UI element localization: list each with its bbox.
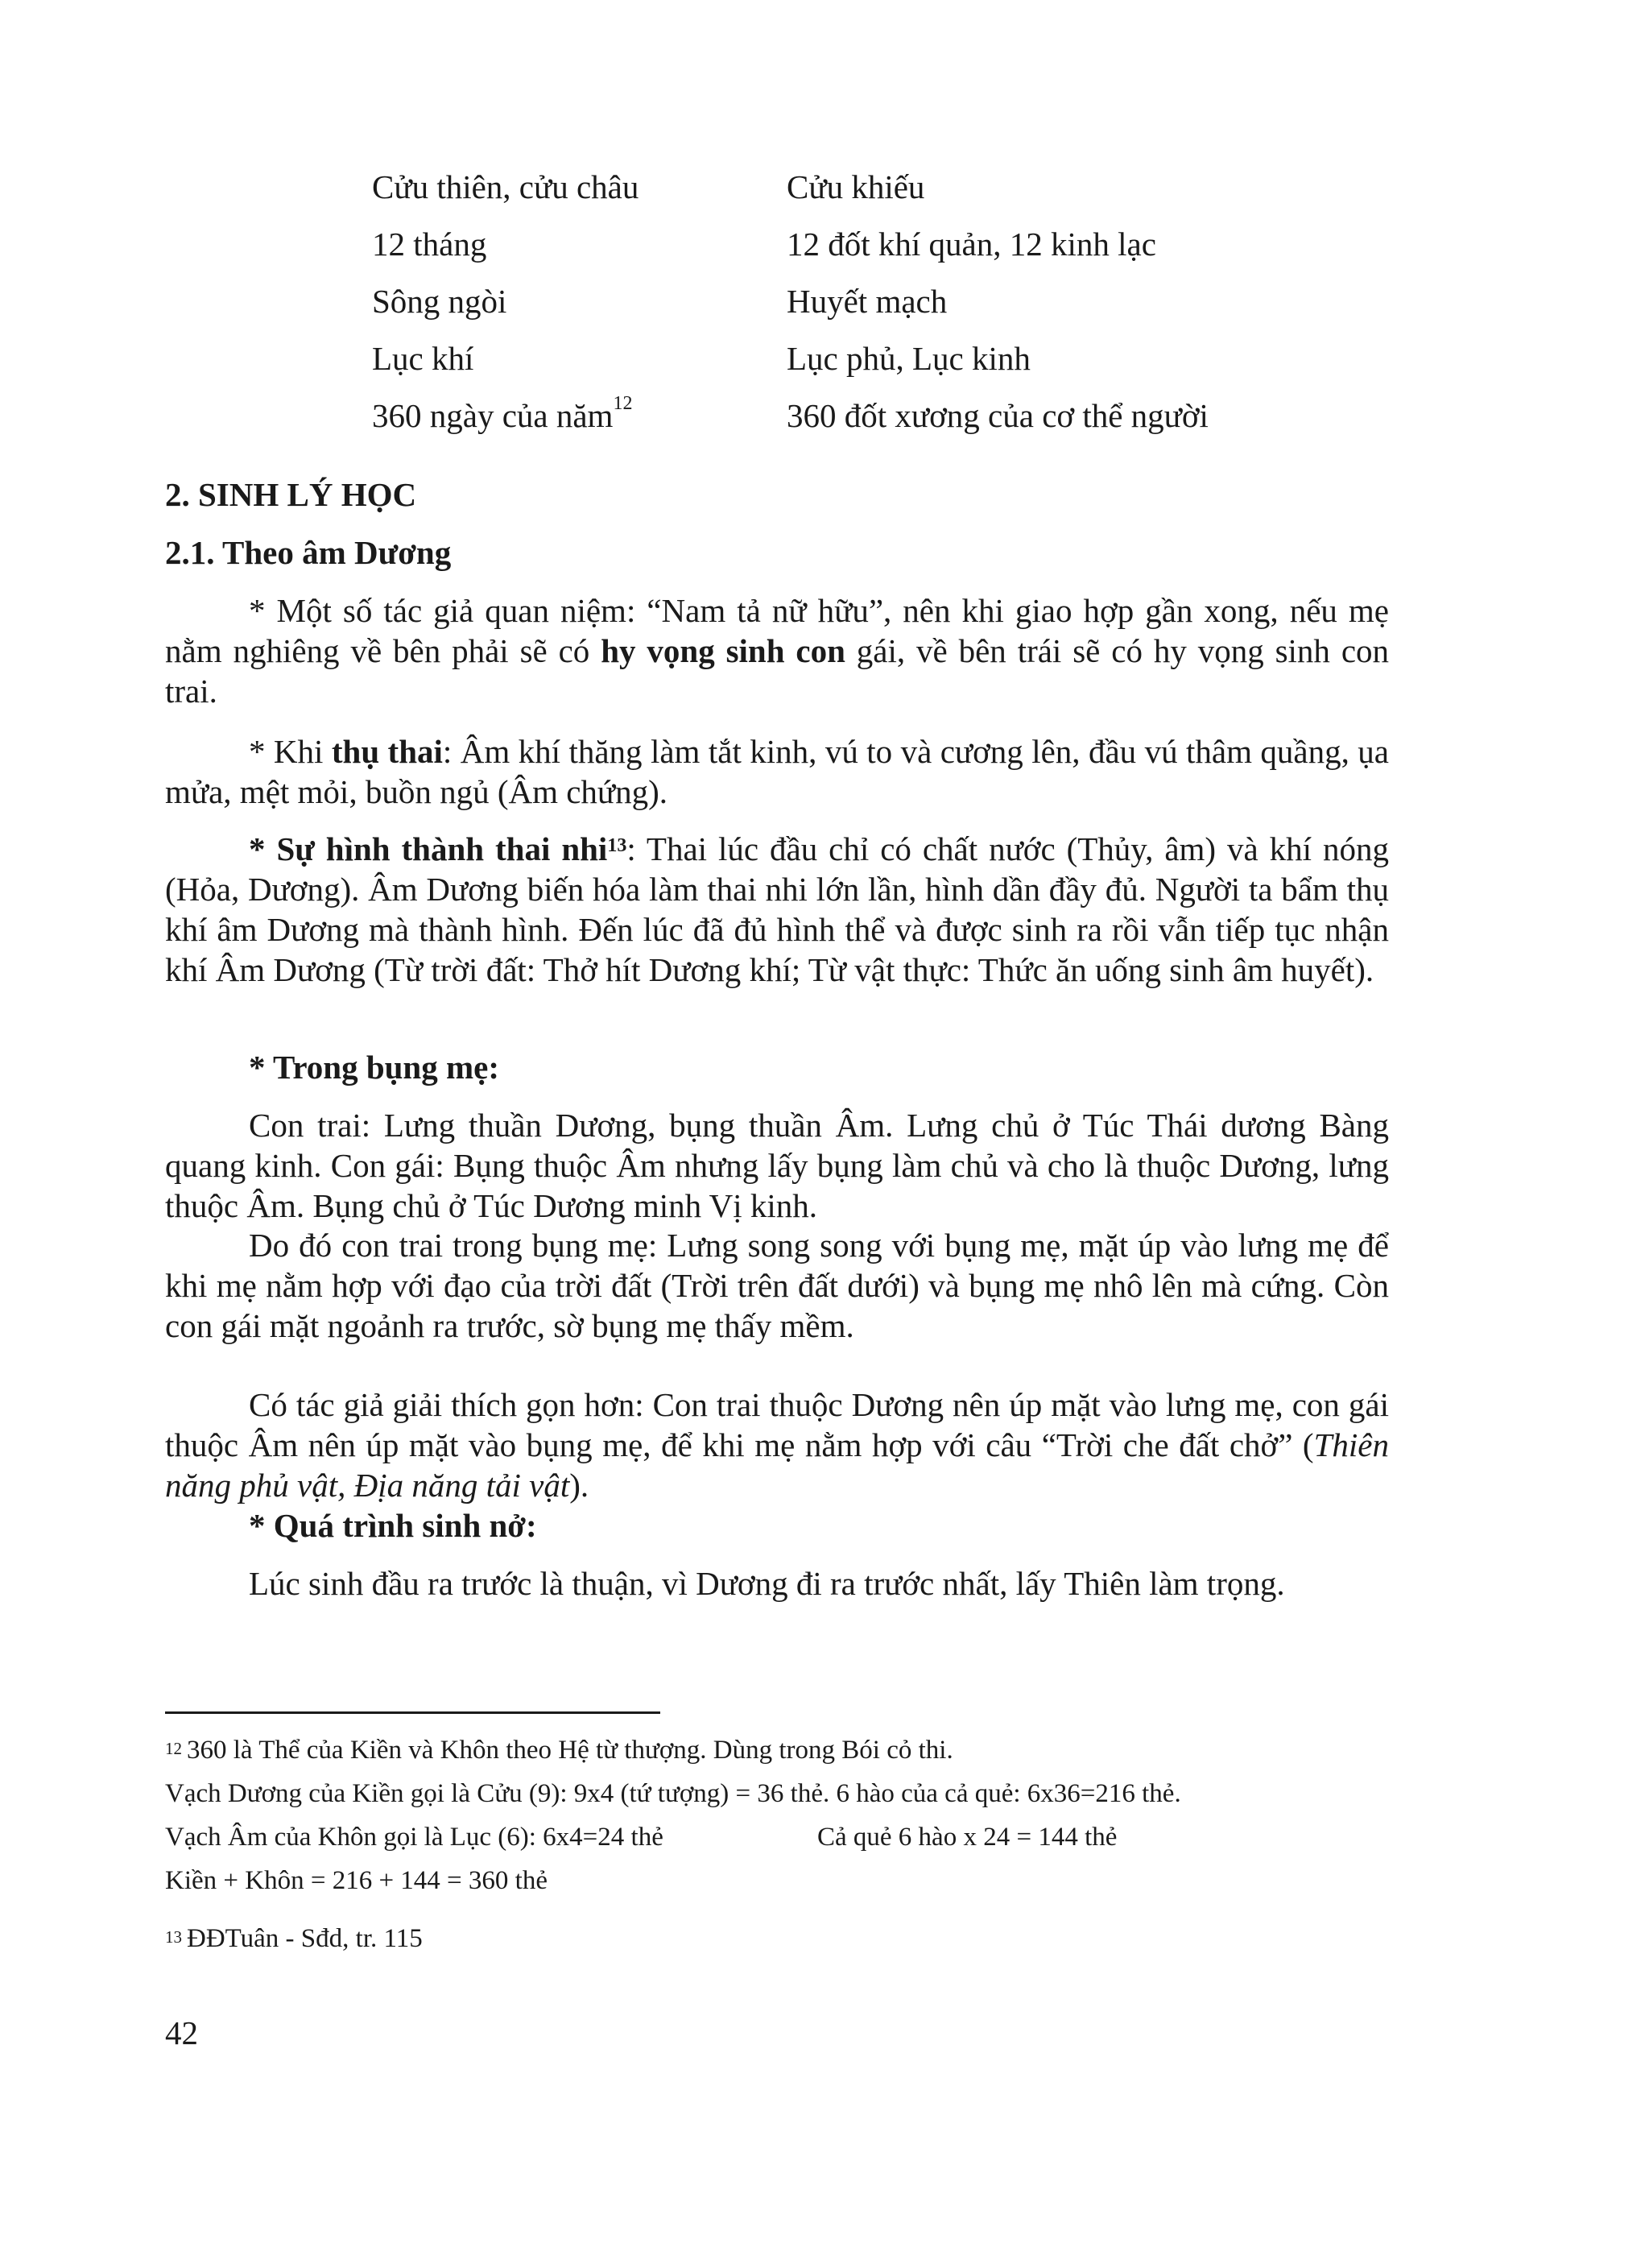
table-cell-right: 12 đốt khí quản, 12 kinh lạc xyxy=(787,225,1156,263)
text: Con trai: Lưng thuần Dương, bụng thuần Âm. Lưng chủ ở Túc Thái dương Bàng quang kinh. Con gái: Bụng thuộc Âm nhưng lấy bụng làm chủ và cho là thuộc Dương, lưng thuộc Âm. Bụng chủ ở Túc Dương minh Vị kinh. xyxy=(165,1107,1389,1224)
bold-text: * Sự hình thành thai nhi xyxy=(249,830,608,867)
paragraph xyxy=(165,1384,1389,1505)
table-row xyxy=(372,329,1419,387)
text: : Thai lúc đầu chỉ có chất nước (Thủy, âm) và khí nóng (Hỏa, Dương). Âm Dương biến hóa làm thai nhi lớn lần, hình dần đầy đủ. Người ta bẩm thụ khí âm Dương mà thành hình. Đến lúc đã đủ hình thể và được sinh ra rồi vẫn tiếp tục nhận khí Âm Dương (Từ trời đất: Thở hít Dương khí; Từ vật thực: Thức ăn uống sinh âm huyết). xyxy=(165,830,1389,988)
table-cell-right: Cửu khiếu xyxy=(787,168,925,205)
bold-text: * Trong bụng mẹ: xyxy=(249,1049,499,1086)
table-row xyxy=(372,272,1419,329)
table-row xyxy=(372,158,1419,215)
italic-text: Thiên năng phủ vật, Địa năng tải vật xyxy=(165,1426,1389,1504)
paragraph xyxy=(165,1105,1389,1226)
table-cell-left xyxy=(372,392,787,435)
correspondence-table xyxy=(372,158,1419,444)
text: ). xyxy=(569,1467,589,1504)
text: : Âm khí thăng làm tắt kinh, vú to và cương lên, đầu vú thâm quầng, ụa mửa, mệt mỏi, buồn ngủ (Âm chứng). xyxy=(165,733,1390,810)
footnote-ref[interactable]: 13 xyxy=(607,835,627,856)
table-cell-right: Huyết mạch xyxy=(787,282,948,320)
text: Vạch Âm của Khôn gọi là Lục (6): 6x4=24 thẻ xyxy=(165,1823,663,1852)
footnote-12 xyxy=(165,1728,1421,1902)
table-cell-right: Lục phủ, Lục kinh xyxy=(787,339,1031,377)
footnote-ref[interactable]: 12 xyxy=(613,392,633,414)
cell-text: 360 ngày của năm xyxy=(372,396,614,434)
paragraph xyxy=(165,829,1389,990)
paragraph-heading xyxy=(165,1505,1389,1546)
page-number: 42 xyxy=(165,2014,198,2051)
footnote-line xyxy=(165,1815,1421,1859)
text: gái, về bên trái sẽ có hy vọng sinh con trai. xyxy=(165,632,1390,710)
paragraph xyxy=(165,1225,1389,1346)
section-title: 2. SINH LÝ HỌC xyxy=(165,476,417,513)
table-cell-right: 360 đốt xương của cơ thể người xyxy=(787,396,1209,434)
text: Cả quẻ 6 hào x 24 = 144 thẻ xyxy=(817,1823,1118,1852)
text: ĐĐTuân - Sđd, tr. 115 xyxy=(187,1924,423,1953)
footnote-line xyxy=(165,1728,1421,1772)
footnote-number: 13 xyxy=(165,1927,182,1947)
paragraph xyxy=(165,1563,1389,1604)
paragraph xyxy=(165,590,1389,711)
table-cell-left: 12 tháng xyxy=(372,225,487,263)
text: Có tác giả giải thích gọn hơn: Con trai thuộc Dương nên úp mặt vào lưng mẹ, con gái thuộc Âm nên úp mặt vào bụng mẹ, để khi mẹ nằm hợp với câu “Trời che đất chở” ( xyxy=(165,1386,1389,1463)
subsection-title: 2.1. Theo âm Dương xyxy=(165,534,452,571)
footnote-line xyxy=(165,1917,1421,1960)
bold-text: hy vọng sinh con xyxy=(601,632,845,669)
footnote-divider xyxy=(165,1711,660,1714)
footnote-line: Vạch Dương của Kiền gọi là Cửu (9): 9x4 (tứ tượng) = 36 thẻ. 6 hào của cả quẻ: 6x36=216 thẻ. xyxy=(165,1779,1181,1808)
text: * Một số tác giả quan niệm: “Nam tả nữ hữu”, nên khi giao hợp gần xong, nếu mẹ nằm nghiêng về bên phải sẽ có xyxy=(165,592,1389,669)
text: Do đó con trai trong bụng mẹ: Lưng song song với bụng mẹ, mặt úp vào lưng mẹ để khi mẹ nằm hợp với đạo của trời đất (Trời trên đất dưới) và bụng mẹ nhô lên mà cứng. Còn con gái mặt ngoảnh ra trước, sờ bụng mẹ thấy mềm. xyxy=(165,1227,1389,1344)
text: 360 là Thể của Kiền và Khôn theo Hệ từ thượng. Dùng trong Bói cỏ thi. xyxy=(187,1736,953,1765)
footnote-number: 12 xyxy=(165,1739,182,1758)
footnote-13 xyxy=(165,1917,1421,1960)
table-row xyxy=(372,215,1419,272)
table-row xyxy=(372,387,1419,444)
table-cell-left: Lục khí xyxy=(372,339,474,377)
text: Lúc sinh đầu ra trước là thuận, vì Dương đi ra trước nhất, lấy Thiên làm trọng. xyxy=(249,1565,1285,1602)
bold-text: * Quá trình sinh nở: xyxy=(249,1507,537,1544)
paragraph-heading xyxy=(165,1047,1389,1087)
text: * Khi xyxy=(249,733,332,770)
bold-text: thụ thai xyxy=(331,733,443,770)
footnote-line: Kiền + Khôn = 216 + 144 = 360 thẻ xyxy=(165,1866,548,1895)
table-cell-left: Sông ngòi xyxy=(372,282,507,320)
table-cell-left: Cửu thiên, cửu châu xyxy=(372,168,639,205)
paragraph xyxy=(165,731,1389,812)
